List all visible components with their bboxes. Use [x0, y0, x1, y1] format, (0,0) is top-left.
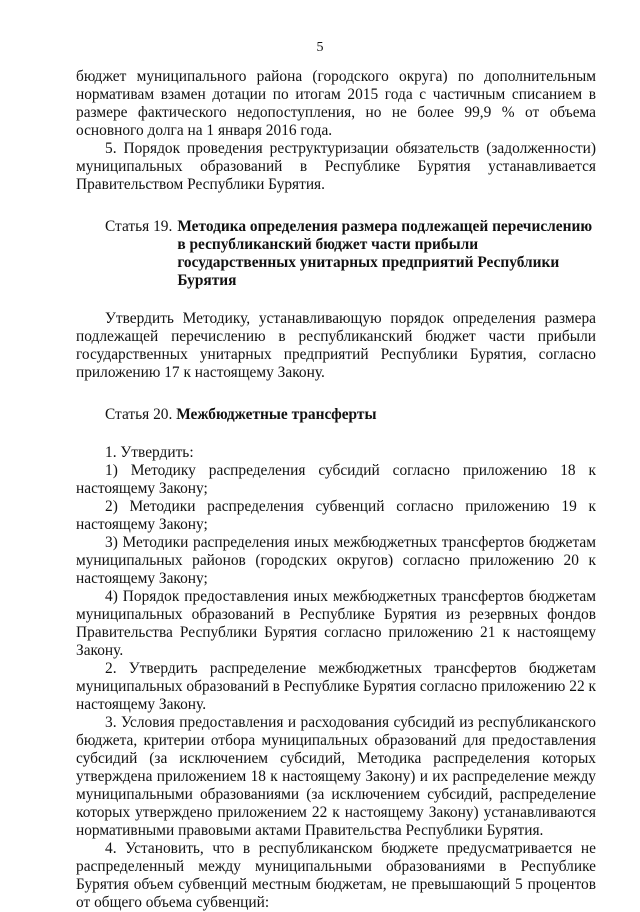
article-19-heading: [76, 218, 596, 290]
article-20-title: Межбюджетные трансферты: [176, 406, 377, 423]
list-item: 3. Условия предоставления и расходования субсидий из республиканского бюджета, критерии отбора муниципальных образований для предоставления субсидий (за исключением субсидий, Методика распределения которых утверждена приложением 18 к настоящему Закону) и их распределение между муниципальными образованиями (за исключением субсидий, распределение которых утверждено приложением 22 к настоящему Закону) устанавливаются нормативными правовыми актами Правительства Республики Бурятия.: [76, 714, 596, 839]
article-19-title: Методика определения размера подлежащей перечислению в республиканский бюджет части прибыли государственных унитарных предприятий Республики Бурятия: [177, 218, 593, 289]
article-19-text: Утвердить Методику, устанавливающую порядок определения размера подлежащей перечислению в республиканский бюджет части прибыли государственных унитарных предприятий Республики Бурятия, согласно приложению 17 к настоящему Закону.: [76, 310, 596, 381]
document-body: [76, 68, 596, 912]
list-item: 2. Утвердить распределение межбюджетных трансфертов бюджетам муниципальных образований в Республике Бурятия согласно приложению 22 к настоящему Закону.: [76, 660, 596, 713]
page-number: 5: [316, 40, 324, 55]
list-item: 4) Порядок предоставления иных межбюджетных трансфертов бюджетам муниципальных образований в Республике Бурятия из резервных фондов Правительства Республики Бурятия согласно приложению 21 к настоящему Закону.: [76, 588, 596, 659]
article-19-prefix: Статья 19.: [105, 218, 173, 235]
list-item: 1) Методику распределения субсидий согласно приложению 18 к настоящему Закону;: [76, 462, 596, 497]
list-item: 3) Методики распределения иных межбюджетных трансфертов бюджетам муниципальных районов (городских округов) согласно приложению 20 к настоящему Закону;: [76, 534, 596, 587]
list-item: 2) Методики распределения субвенций согласно приложению 19 к настоящему Закону;: [76, 498, 596, 533]
paragraph: бюджет муниципального района (городского округа) по дополнительным нормативам взамен дотации по итогам 2015 года с частичным списанием в размере фактического недопоступления, но не более 99,9 % от объема основного долга на 1 января 2016 года.: [76, 68, 596, 139]
article-20-heading: [76, 406, 596, 424]
list-item: 1. Утвердить:: [105, 444, 194, 461]
paragraph: 5. Порядок проведения реструктуризации обязательств (задолженности) муниципальных образований в Республике Бурятия устанавливается Правительством Республики Бурятия.: [76, 140, 596, 193]
article-20-prefix: Статья 20.: [105, 406, 173, 423]
list-item: 4. Установить, что в республиканском бюджете предусматривается не распределенный между муниципальными образованиями в Республике Бурятия объем субвенций местным бюджетам, не превышающий 5 процентов от общего объема субвенций:: [76, 840, 596, 911]
